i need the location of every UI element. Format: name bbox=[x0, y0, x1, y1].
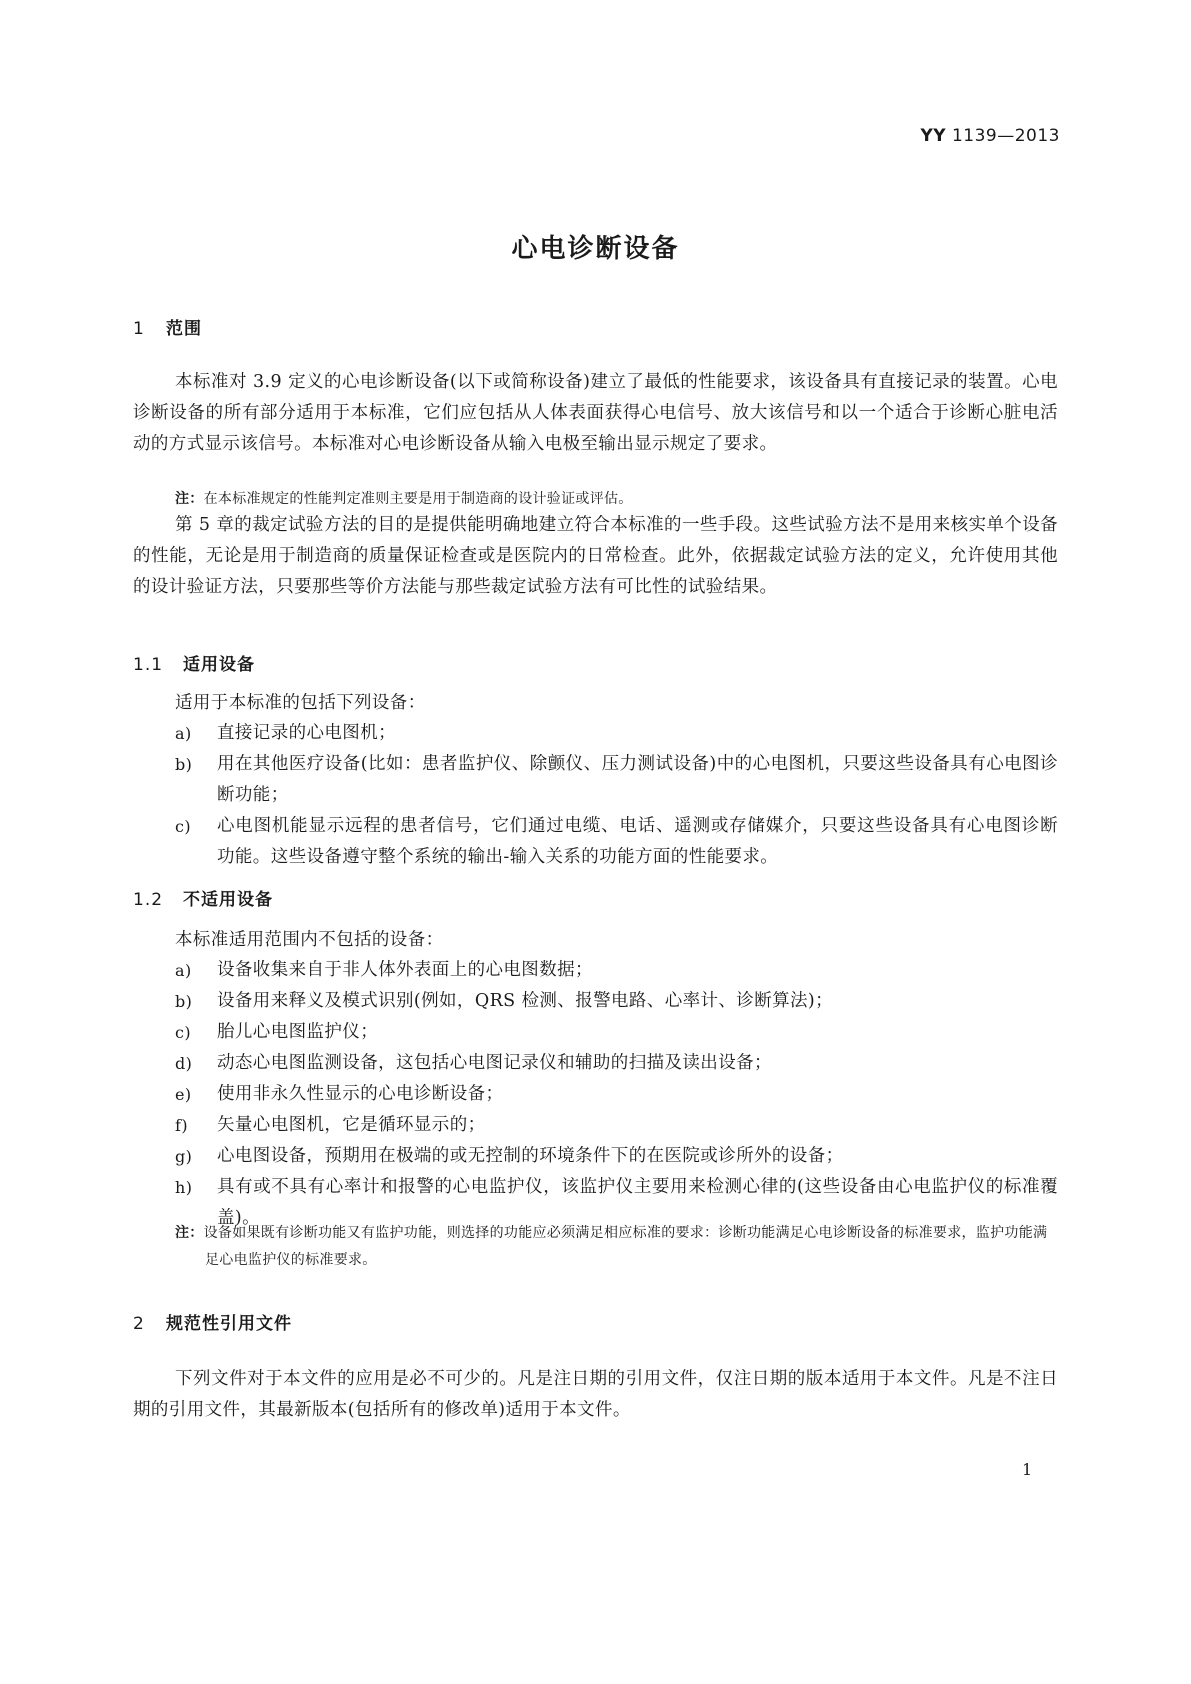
section-title: 适用设备 bbox=[183, 655, 255, 675]
section-1-paragraph-2: 第 5 章的裁定试验方法的目的是提供能明确地建立符合本标准的一些手段。这些试验方法不是用来核实单个设备的性能，无论是用于制造商的质量保证检查或是医院内的日常检查。此外，依据裁定试验方法的定义，允许使用其他的设计验证方法，只要那些等价方法能与那些裁定试验方法有可比性的试验结果。 bbox=[133, 515, 1058, 597]
section-title: 规范性引用文件 bbox=[166, 1314, 292, 1334]
section-2-paragraph-1: 下列文件对于本文件的应用是必不可少的。凡是注日期的引用文件，仅注日期的版本适用于本文件。凡是不注日期的引用文件，其最新版本(包括所有的修改单)适用于本文件。 bbox=[133, 1369, 1058, 1420]
note-text: 在本标准规定的性能判定准则主要是用于制造商的设计验证或评估。 bbox=[203, 491, 633, 507]
section-1-2-intro: 本标准适用范围内不包括的设备： bbox=[175, 930, 444, 950]
list-item-text: 心电图设备，预期用在极端的或无控制的环境条件下的在医院或诊所外的设备； bbox=[217, 1146, 844, 1166]
list-item bbox=[175, 986, 1058, 1017]
excluded-devices-list bbox=[175, 955, 1058, 1234]
standard-identifier bbox=[920, 126, 1060, 146]
list-item bbox=[175, 1017, 1058, 1048]
section-1-1-heading bbox=[133, 650, 255, 675]
section-1-2-note bbox=[175, 1220, 1058, 1274]
section-1-note bbox=[175, 486, 1058, 512]
list-item bbox=[175, 955, 1058, 986]
note-label: 注： bbox=[175, 491, 204, 507]
list-marker: a) bbox=[175, 724, 192, 743]
list-item-text: 用在其他医疗设备(比如：患者监护仪、除颤仪、压力测试设备)中的心电图机，只要这些设备具有心电图诊断功能； bbox=[217, 754, 1058, 805]
list-item bbox=[175, 718, 1058, 749]
list-item-text: 直接记录的心电图机； bbox=[217, 723, 396, 743]
list-item-text: 具有或不具有心率计和报警的心电监护仪，该监护仪主要用来检测心律的(这些设备由心电监护仪的标准覆盖)。 bbox=[217, 1177, 1058, 1228]
section-number: 1 bbox=[133, 319, 145, 339]
standard-number: 1139—2013 bbox=[951, 126, 1060, 146]
section-title: 不适用设备 bbox=[183, 890, 273, 910]
list-item-text: 动态心电图监测设备，这包括心电图记录仪和辅助的扫描及读出设备； bbox=[217, 1053, 772, 1073]
list-marker: e) bbox=[175, 1085, 192, 1104]
list-item-text: 设备收集来自于非人体外表面上的心电图数据； bbox=[217, 960, 593, 980]
section-number: 1.2 bbox=[133, 890, 164, 910]
section-1-1-intro: 适用于本标准的包括下列设备： bbox=[175, 693, 426, 713]
list-marker: f) bbox=[175, 1116, 188, 1135]
list-marker: g) bbox=[175, 1147, 193, 1166]
section-number: 1.1 bbox=[133, 655, 164, 675]
section-1-heading bbox=[133, 314, 202, 339]
list-item-text: 心电图机能显示远程的患者信号，它们通过电缆、电话、遥测或存储媒介，只要这些设备具有心电图诊断功能。这些设备遵守整个系统的输出-输入关系的功能方面的性能要求。 bbox=[217, 816, 1058, 867]
section-title: 范围 bbox=[166, 319, 202, 339]
list-item-text: 矢量心电图机，它是循环显示的； bbox=[217, 1115, 486, 1135]
list-item-text: 使用非永久性显示的心电诊断设备； bbox=[217, 1084, 504, 1104]
list-item bbox=[175, 749, 1058, 811]
applicable-devices-list bbox=[175, 718, 1058, 873]
note-label: 注： bbox=[175, 1225, 204, 1241]
section-1-2-heading bbox=[133, 885, 273, 910]
list-item bbox=[175, 1079, 1058, 1110]
list-item bbox=[175, 1141, 1058, 1172]
list-item-text: 胎儿心电图监护仪； bbox=[217, 1022, 379, 1042]
list-item bbox=[175, 1048, 1058, 1079]
list-marker: b) bbox=[175, 992, 193, 1011]
page-number: 1 bbox=[1022, 1460, 1033, 1479]
list-marker: d) bbox=[175, 1054, 193, 1073]
section-1-paragraph-1: 本标准对 3.9 定义的心电诊断设备(以下或简称设备)建立了最低的性能要求，该设备具有直接记录的装置。心电诊断设备的所有部分适用于本标准，它们应包括从人体表面获得心电信号、放大该信号和以一个适合于诊断心脏电活动的方式显示该信号。本标准对心电诊断设备从输入电极至输出显示规定了要求。 bbox=[133, 372, 1058, 454]
section-number: 2 bbox=[133, 1314, 145, 1334]
list-marker: h) bbox=[175, 1178, 193, 1197]
section-2-heading bbox=[133, 1309, 292, 1334]
list-marker: c) bbox=[175, 817, 192, 836]
standard-prefix: YY bbox=[920, 126, 947, 146]
list-item-text: 设备用来释义及模式识别(例如，QRS 检测、报警电路、心率计、诊断算法)； bbox=[217, 991, 834, 1011]
list-marker: c) bbox=[175, 1023, 192, 1042]
list-item bbox=[175, 811, 1058, 873]
list-item bbox=[175, 1110, 1058, 1141]
note-text: 设备如果既有诊断功能又有监护功能，则选择的功能应必须满足相应标准的要求：诊断功能满足心电诊断设备的标准要求，监护功能满足心电监护仪的标准要求。 bbox=[203, 1225, 1048, 1268]
list-marker: b) bbox=[175, 755, 193, 774]
document-title: 心电诊断设备 bbox=[511, 234, 680, 264]
list-marker: a) bbox=[175, 961, 192, 980]
